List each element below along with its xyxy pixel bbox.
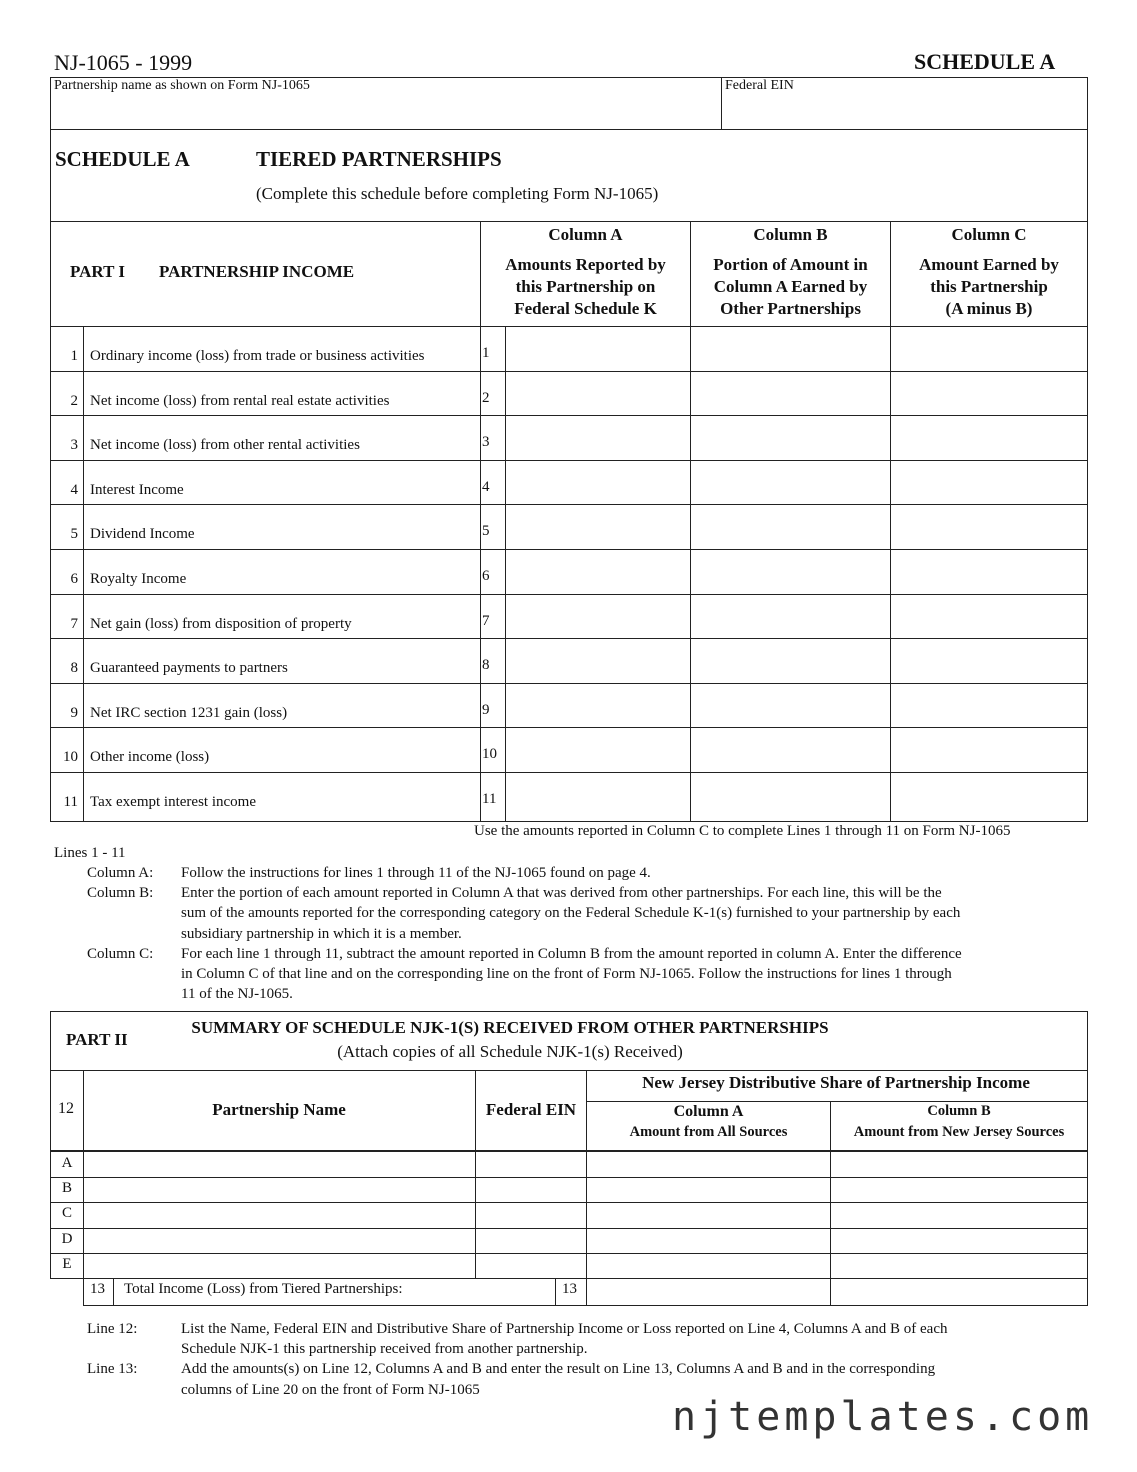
nj-share-header: New Jersey Distributive Share of Partnership Income [642,1073,1030,1092]
instruction-label: Column C: [87,945,154,962]
line-label: Interest Income [90,482,184,498]
line-2-col-c-field[interactable] [893,373,1085,413]
part1-col-desc: Federal Schedule K [514,299,657,318]
instruction-label: Column A: [87,865,154,881]
line-6-col-b-field[interactable] [693,551,888,591]
instruction-label: Column B: [87,885,154,902]
part2-title: SUMMARY OF SCHEDULE NJK-1(S) RECEIVED FROM OTHER PARTNERSHIPS [191,1018,829,1037]
row-A-col-a-field[interactable] [590,1153,826,1175]
instructions-heading: Lines 1 - 11 [54,845,126,861]
line-number: 6 [70,571,78,587]
part2-col-a-desc: Amount from All Sources [629,1124,788,1140]
row-E-partnership-name-field[interactable] [86,1254,472,1276]
row-C-col-b-field[interactable] [834,1203,1084,1225]
line-2-col-a-field[interactable] [508,373,688,413]
line-label: Ordinary income (loss) from trade or business activities [90,348,425,364]
row-A-federal-ein-field[interactable] [478,1153,583,1175]
part1-col-header-1: Column B [753,225,828,244]
part2-col-a-name: Column A [673,1103,744,1120]
row-letter: A [61,1155,73,1171]
instruction-text: For each line 1 through 11, subtract the amount reported in Column B from the amount reported in column A. Enter the difference [181,945,962,962]
line-number: 9 [70,705,78,721]
line-13-number-right: 13 [562,1281,577,1297]
row-B-col-b-field[interactable] [834,1178,1084,1200]
row-D-col-b-field[interactable] [834,1229,1084,1251]
line-13-number: 13 [90,1281,105,1297]
line-11-col-a-field[interactable] [508,774,688,814]
row-D-col-a-field[interactable] [590,1229,826,1251]
line-box-number: 7 [482,613,490,629]
part1-col-desc: Column A Earned by [713,277,868,296]
total-income-label: Total Income (Loss) from Tiered Partnerships: [124,1281,403,1297]
line-box-number: 11 [482,791,497,807]
line-9-col-b-field[interactable] [693,685,888,725]
line-label: Net income (loss) from rental real estate activities [90,393,390,409]
instruction-text: sum of the amounts reported for the corresponding category on the Federal Schedule K-1(s) furnished to your partnership by each [181,905,961,922]
line-box-number: 9 [482,702,490,718]
part1-col-desc: this Partnership [930,277,1048,296]
line-number: 7 [70,616,78,632]
line-4-col-b-field[interactable] [693,462,888,502]
line-label: Guaranteed payments to partners [90,660,288,676]
line-label: Other income (loss) [90,749,210,765]
line-10-col-b-field[interactable] [693,729,888,769]
row-A-partnership-name-field[interactable] [86,1153,472,1175]
line-label: Tax exempt interest income [90,794,256,810]
form-id: NJ-1065 - 1999 [54,50,193,75]
line-8-col-b-field[interactable] [693,640,888,680]
line-label: Royalty Income [90,571,187,587]
line-label: Dividend Income [90,526,195,542]
line-7-col-b-field[interactable] [693,596,888,636]
instruction-text: 11 of the NJ-1065. [181,986,293,1003]
row-C-partnership-name-field[interactable] [86,1203,472,1225]
watermark: njtemplates.com [672,1394,1094,1440]
instruction-text: Follow the instructions for lines 1 through 11 of the NJ-1065 found on page 4. [181,865,651,881]
schedule-subtitle: (Complete this schedule before completing Form NJ-1065) [256,184,659,203]
federal-ein-field[interactable] [725,96,1083,126]
line-8-col-a-field[interactable] [508,640,688,680]
line-6-col-a-field[interactable] [508,551,688,591]
line-11-col-b-field[interactable] [693,774,888,814]
part2-subtitle: (Attach copies of all Schedule NJK-1(s) Received) [337,1042,683,1061]
line-number: 10 [63,749,78,765]
instruction-text: columns of Line 20 on the front of Form NJ-1065 [181,1381,480,1398]
part1-col-desc: Other Partnerships [720,299,861,318]
line-number: 8 [70,660,78,676]
row-letter: C [61,1205,72,1221]
part1-col-desc: Amount Earned by [919,255,1059,274]
partnership-name-field[interactable] [54,96,714,126]
row-D-partnership-name-field[interactable] [86,1229,472,1251]
line-box-number: 6 [482,568,490,584]
part2-col-b-name: Column B [927,1103,991,1119]
row-letter: E [62,1256,72,1272]
row-C-col-a-field[interactable] [590,1203,826,1225]
line-box-number: 3 [482,434,490,450]
line-13-col-a-field[interactable] [590,1281,826,1303]
part1-title: PARTNERSHIP INCOME [159,262,355,281]
line-box-number: 8 [482,657,490,673]
part1-col-desc: Amounts Reported by [505,255,666,274]
line-box-number: 10 [482,746,497,762]
line-box-number: 4 [482,479,490,495]
line-7-col-c-field[interactable] [893,596,1085,636]
line-3-col-a-field[interactable] [508,417,688,457]
schedule-header: SCHEDULE A [914,49,1056,74]
row-B-partnership-name-field[interactable] [86,1178,472,1200]
line-13-col-b-field[interactable] [834,1281,1084,1303]
instruction-text: Add the amounts(s) on Line 12, Columns A and B and enter the result on Line 13, Columns A and B and in the corresponding [181,1361,936,1378]
line-box-number: 2 [482,390,490,406]
line-1-col-a-field[interactable] [508,328,688,368]
row-A-col-b-field[interactable] [834,1153,1084,1175]
part2-label: PART II [66,1030,128,1049]
line-8-col-c-field[interactable] [893,640,1085,680]
line-box-number: 5 [482,523,490,539]
line-9-col-c-field[interactable] [893,685,1085,725]
row-E-col-a-field[interactable] [590,1254,826,1276]
line-5-col-c-field[interactable] [893,506,1085,546]
line-12-number: 12 [58,1100,74,1117]
part1-col-desc: this Partnership on [515,277,656,296]
line-box-number: 1 [482,345,490,361]
instruction-text: in Column C of that line and on the corresponding line on the front of Form NJ-1065. Follow the instructions for lines 1 through [181,966,952,982]
col-federal-ein: Federal EIN [485,1100,577,1119]
part1-col-desc: Portion of Amount in [713,255,868,274]
part1-note: Use the amounts reported in Column C to complete Lines 1 through 11 on Form NJ-1065 [474,823,1011,839]
line-number: 4 [70,482,78,498]
part1-col-header-2: Column C [951,225,1027,244]
instruction-text: Enter the portion of each amount reported in Column A that was derived from other partnerships. For each line, this will be the [181,885,942,902]
line-number: 3 [70,437,78,453]
line-2-col-b-field[interactable] [693,373,888,413]
part2-col-b-desc: Amount from New Jersey Sources [853,1124,1065,1140]
line-3-col-b-field[interactable] [693,417,888,457]
line-4-col-a-field[interactable] [508,462,688,502]
instruction-label: Line 13: [87,1361,138,1378]
line-5-col-b-field[interactable] [693,506,888,546]
line-10-col-a-field[interactable] [508,729,688,769]
instruction-text: Schedule NJK-1 this partnership received from another partnership. [181,1341,588,1358]
line-11-col-c-field[interactable] [893,774,1085,814]
line-1-col-c-field[interactable] [893,328,1085,368]
row-E-federal-ein-field[interactable] [478,1254,583,1276]
instruction-text: subsidiary partnership in which it is a member. [181,925,462,942]
line-number: 11 [63,794,78,810]
row-C-federal-ein-field[interactable] [478,1203,583,1225]
row-B-federal-ein-field[interactable] [478,1178,583,1200]
part1-label: PART I [70,262,125,281]
row-letter: D [61,1231,73,1247]
row-E-col-b-field[interactable] [834,1254,1084,1276]
instruction-label: Line 12: [87,1321,138,1337]
line-7-col-a-field[interactable] [508,596,688,636]
line-3-col-c-field[interactable] [893,417,1085,457]
schedule-name: TIERED PARTNERSHIPS [256,147,502,171]
part1-col-desc: (A minus B) [945,299,1033,318]
line-6-col-c-field[interactable] [893,551,1085,591]
line-5-col-a-field[interactable] [508,506,688,546]
row-D-federal-ein-field[interactable] [478,1229,583,1251]
line-label: Net IRC section 1231 gain (loss) [90,705,288,721]
federal-ein-label: Federal EIN [725,78,794,93]
line-label: Net gain (loss) from disposition of property [90,616,352,632]
line-label: Net income (loss) from other rental activities [90,437,360,453]
partnership-name-label: Partnership name as shown on Form NJ-1065 [54,78,310,93]
line-1-col-b-field[interactable] [693,328,888,368]
col-partnership-name: Partnership Name [212,1100,346,1119]
line-number: 5 [70,526,78,542]
row-letter: B [61,1180,72,1196]
line-number: 2 [70,393,78,409]
line-4-col-c-field[interactable] [893,462,1085,502]
line-9-col-a-field[interactable] [508,685,688,725]
row-B-col-a-field[interactable] [590,1178,826,1200]
schedule-title: SCHEDULE A [55,147,190,171]
instruction-text: List the Name, Federal EIN and Distributive Share of Partnership Income or Loss reported on Line 4, Columns A and B of each [181,1321,948,1337]
line-10-col-c-field[interactable] [893,729,1085,769]
line-number: 1 [70,348,78,364]
part1-col-header-0: Column A [548,225,623,244]
